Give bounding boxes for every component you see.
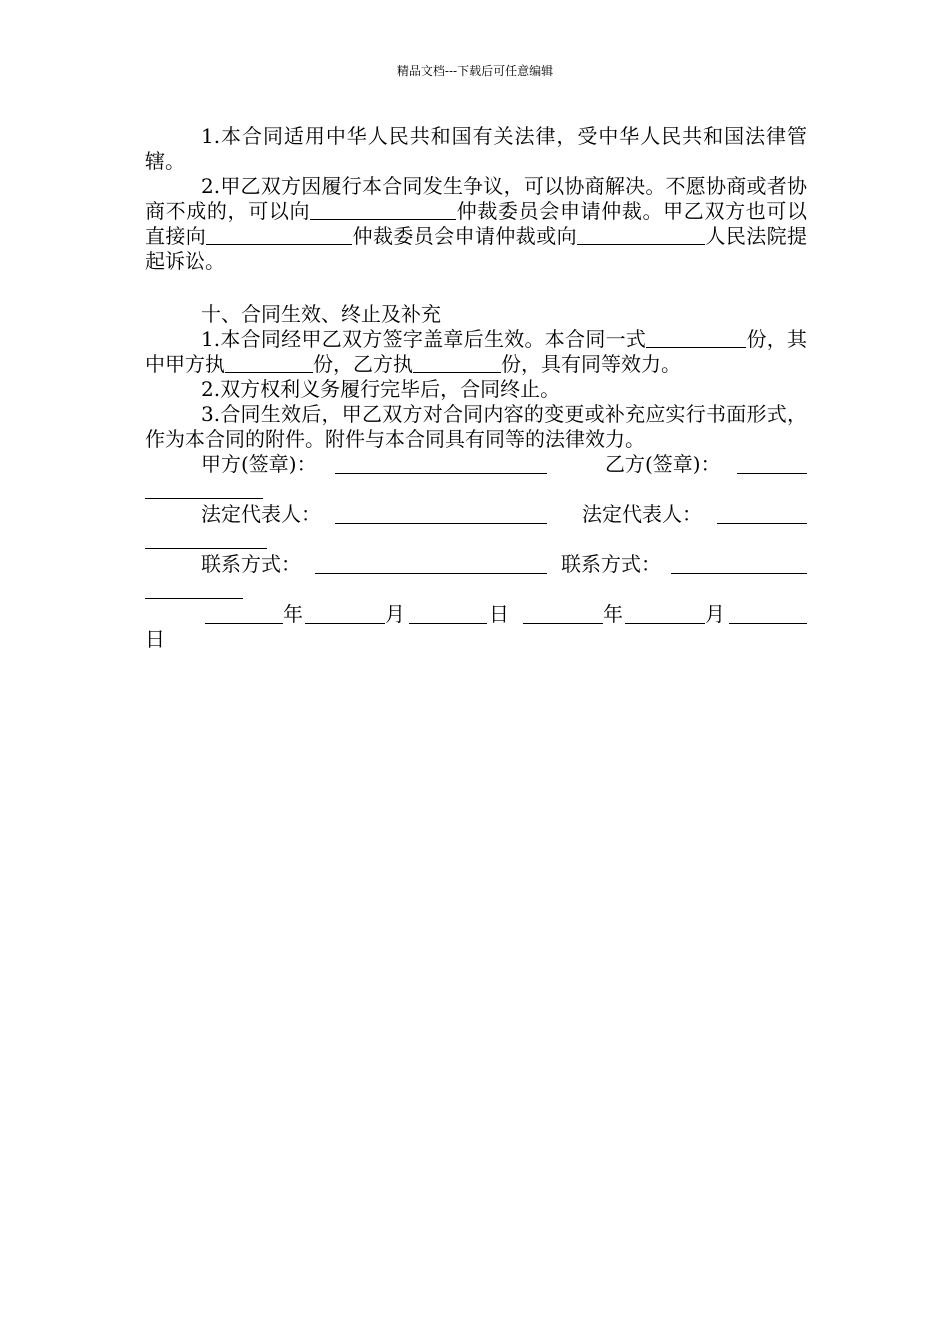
date-a-day-label: 日 [489, 602, 509, 626]
rep-a-label: 法定代表人： [201, 502, 321, 526]
court-blank-part-2[interactable] [667, 226, 705, 245]
date-b-month-label: 月 [705, 602, 725, 626]
signature-row [145, 452, 807, 502]
rep-b-field-continued[interactable] [145, 547, 267, 549]
arbitration-committee-blank-1[interactable] [310, 201, 456, 220]
party-b-signature-field-continued[interactable] [145, 497, 263, 499]
date-a-day-field[interactable] [409, 622, 487, 624]
date-b-month-field[interactable] [625, 622, 705, 624]
date-a-year-label: 年 [283, 602, 303, 626]
contact-b-label: 联系方式： [561, 552, 661, 576]
rep-a-field[interactable] [335, 522, 547, 524]
party-b-signature-label: 乙方(签章)： [605, 452, 721, 476]
arbitration-committee-blank-2[interactable] [206, 226, 352, 245]
date-a-month-label: 月 [385, 602, 405, 626]
rep-b-field[interactable] [717, 522, 807, 524]
date-a-month-field[interactable] [305, 622, 385, 624]
date-row [145, 602, 807, 652]
clause-termination: 2.双方权利义务履行完毕后，合同终止。 [201, 377, 561, 401]
copies-party-b-blank[interactable] [413, 354, 501, 373]
party-a-signature-field[interactable] [335, 472, 547, 474]
document-body [145, 124, 807, 652]
clause-governing-law: 1.本合同适用中华人民共和国有关法律，受中华人民共和国法律管辖。 [145, 124, 807, 173]
contact-a-label: 联系方式： [201, 552, 301, 576]
date-b-day-label: 日 [145, 627, 165, 651]
section-title: 十、合同生效、终止及补充 [201, 302, 441, 326]
copies-total-blank[interactable] [646, 329, 746, 348]
copies-party-a-blank[interactable] [225, 354, 313, 373]
contact-b-field-continued[interactable] [145, 597, 243, 599]
date-b-day-field[interactable] [729, 622, 807, 624]
party-b-signature-field[interactable] [737, 472, 807, 474]
date-a-year-field[interactable] [205, 622, 283, 624]
clause-effectiveness: 1.本合同经甲乙双方签字盖章后生效。本合同一式 份，其中甲方执 份，乙方执 份，具有同等效力。 [145, 327, 808, 376]
clause-amendment: 3.合同生效后，甲乙双方对合同内容的变更或补充应实行书面形式，作为本合同的附件。附件与本合同具有同等的法律效力。 [145, 402, 807, 451]
rep-b-label: 法定代表人： [582, 502, 702, 526]
legal-representative-row [145, 502, 807, 552]
clause-dispute-resolution: 2.甲乙双方因履行本合同发生争议，可以协商解决。不愿协商或者协商不成的，可以向 仲裁委员会申请仲裁。甲乙双方也可以直接向 仲裁委员会申请仲裁或向 人民法院提起诉讼。 [145, 174, 808, 273]
party-a-signature-label: 甲方(签章)： [201, 452, 317, 476]
court-blank-part-1[interactable] [577, 226, 667, 245]
contact-row [145, 552, 807, 602]
contact-b-field[interactable] [671, 572, 807, 574]
date-b-year-field[interactable] [523, 622, 603, 624]
page-header: 精品文档---下载后可任意编辑 [396, 64, 554, 78]
contact-a-field[interactable] [315, 572, 547, 574]
date-b-year-label: 年 [603, 602, 623, 626]
